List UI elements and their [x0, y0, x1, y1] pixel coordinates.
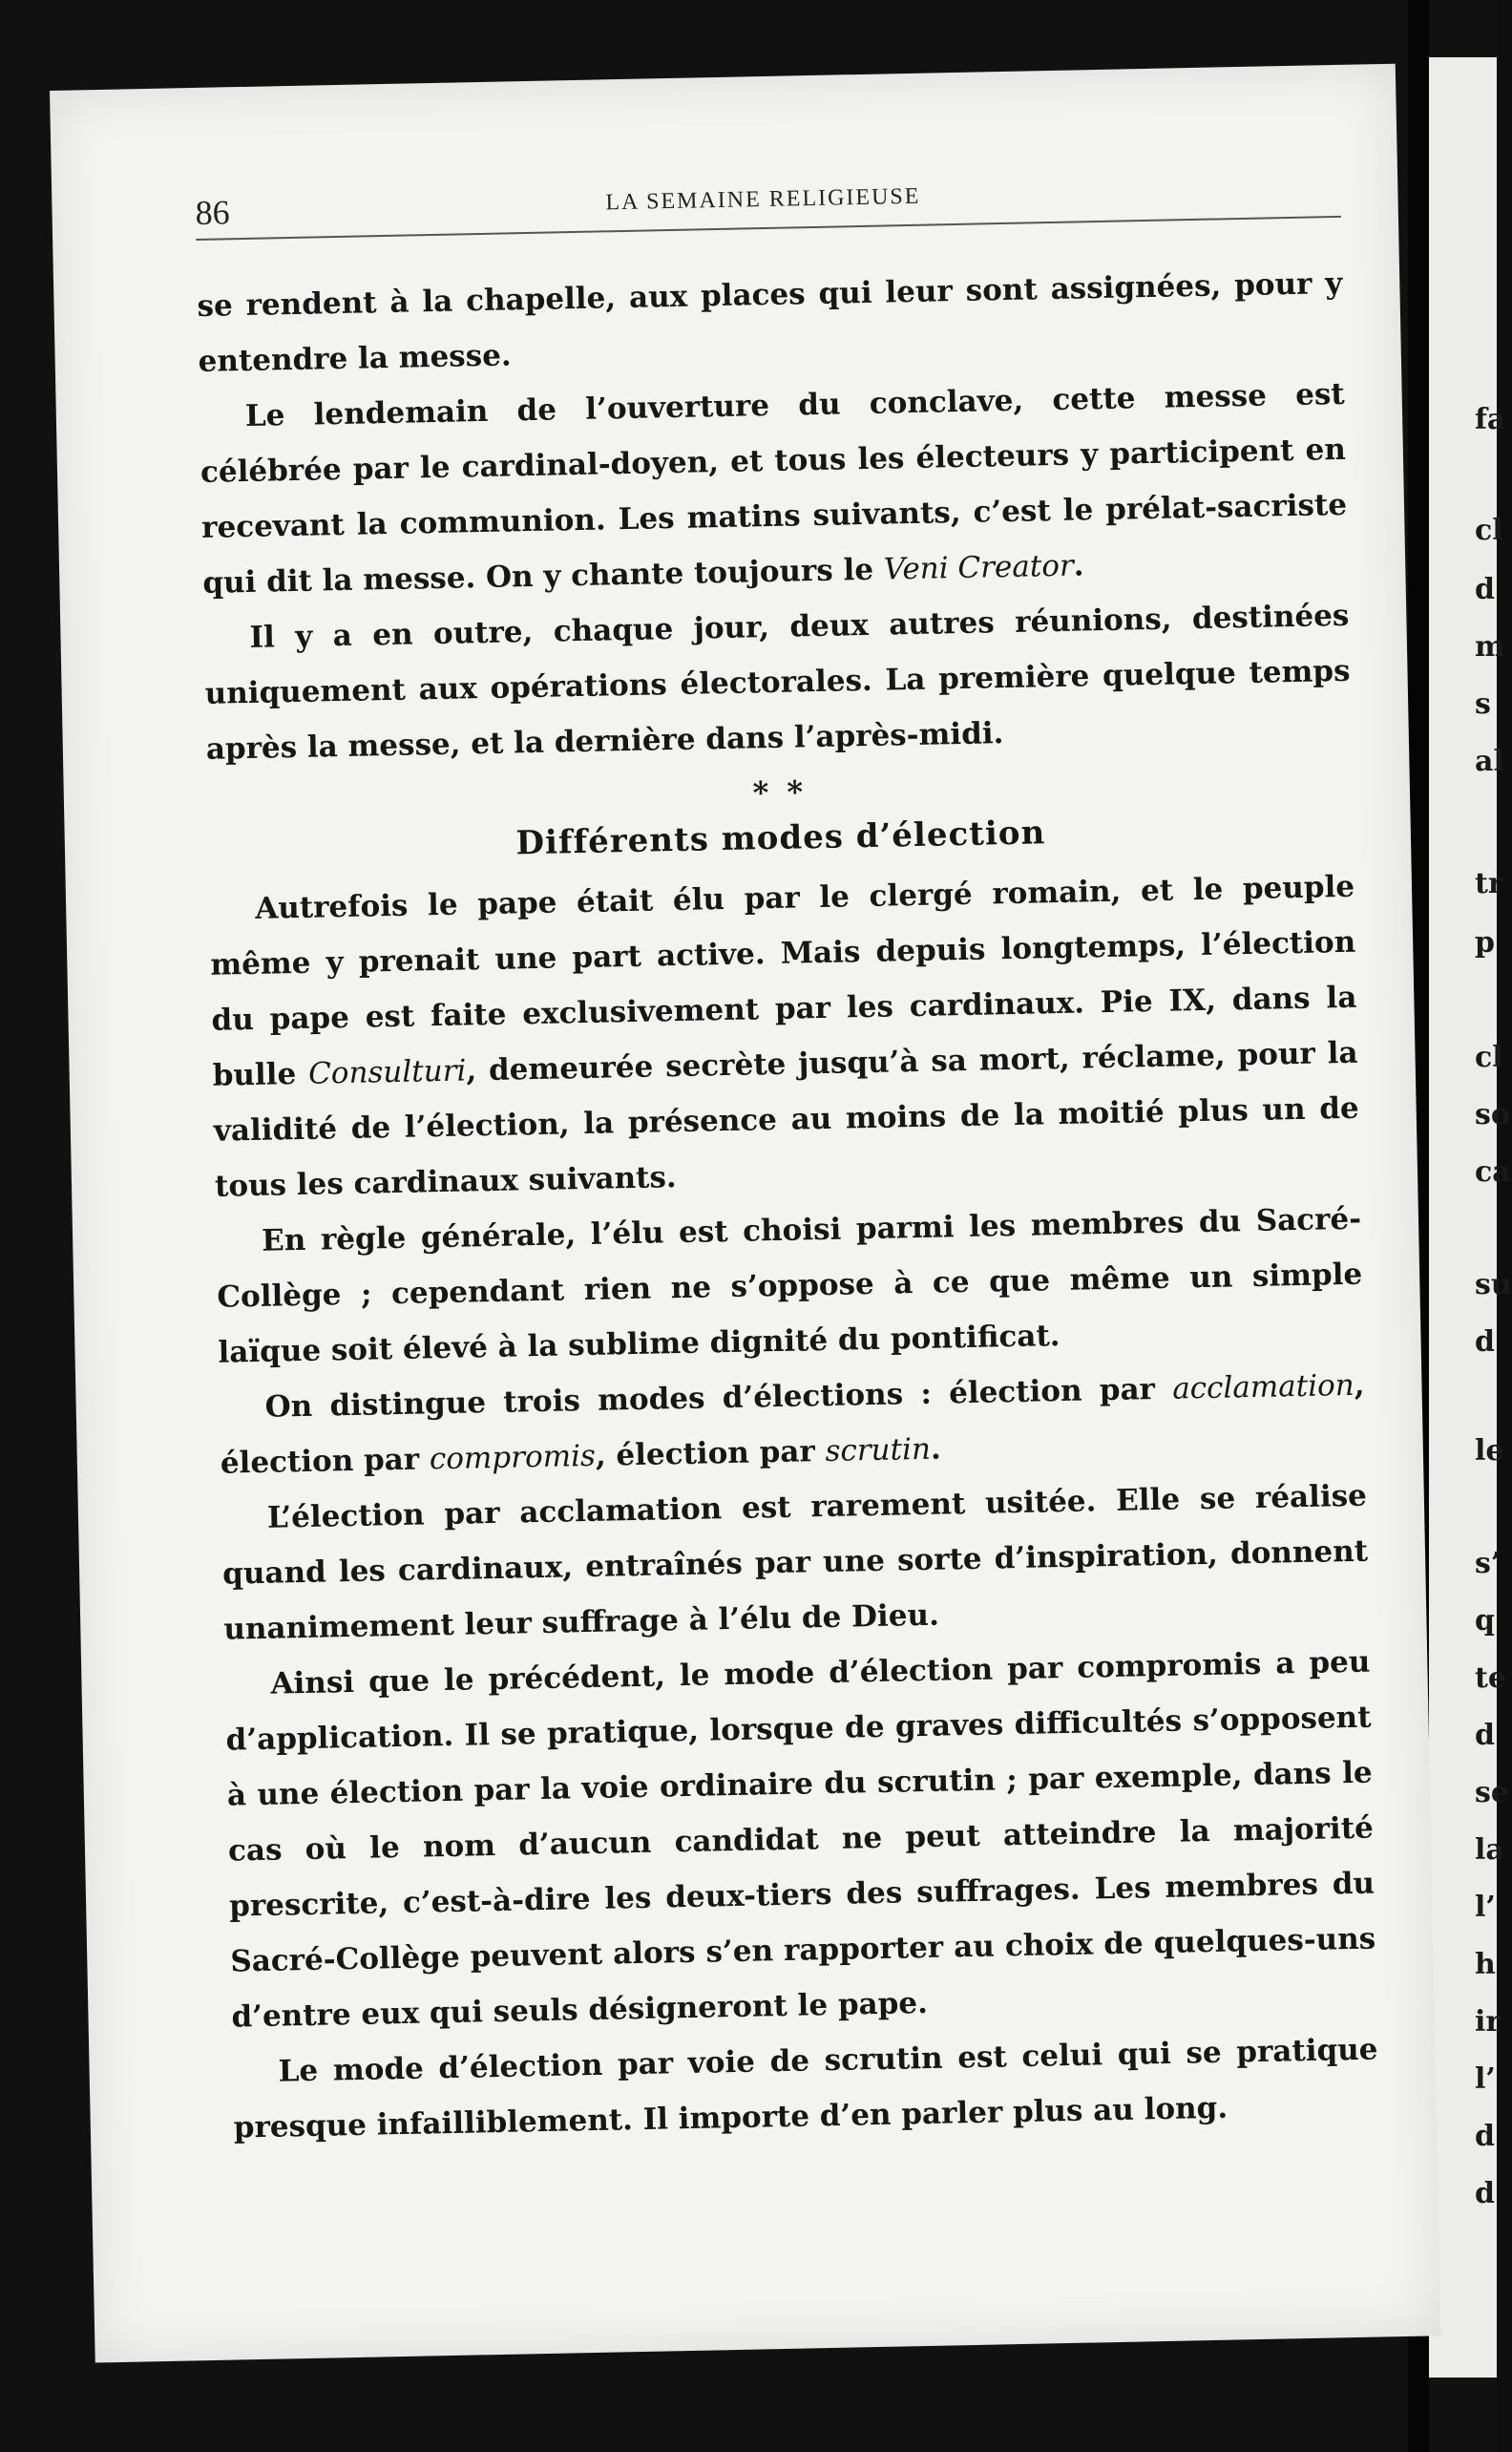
page-body	[197, 256, 1379, 2156]
paragraph: Ainsi que le précédent, le mode d’élection par compromis a peu d’application. Il se pratique, lorsque de graves difficultés s’opposent à une élection par la voie ordinaire du scrutin ; par exemple, dans le cas où le nom d’aucun candidat ne peut atteindre la majorité prescrite, c’est-à-dire les deux-tiers des suffrages. Les membres du Sacré-Collège peuvent alors s’en rapporter au choix de quelques-uns d’entre eux qui seuls désigneront le pape.	[225, 1644, 1376, 2035]
facing-page-fragment: ir	[1475, 2005, 1502, 2039]
paragraph: Le lendemain de l’ouverture du conclave, cette messe est célébrée par le cardinal-doyen, et tous les électeurs y participent en recevant la communion. Les matins suivants, c’est le prélat-sacriste qui dit la messe. On y chante toujours le Veni Creator.	[200, 376, 1348, 601]
facing-page-fragment: fa	[1475, 403, 1506, 436]
facing-page-fragment: cl	[1475, 514, 1503, 547]
facing-page-fragment: l’	[1475, 1891, 1496, 1924]
facing-page-fragment: te	[1475, 1661, 1506, 1695]
paragraph: On distingue trois modes d’élections : élection par acclamation, élection par compromis, élection par scrutin.	[220, 1367, 1365, 1481]
facing-page-fragment: ca	[1475, 1155, 1511, 1189]
book-page	[50, 64, 1440, 2363]
paragraph: L’élection par acclamation est rarement usitée. Elle se réalise quand les cardinaux, entraînés par une sorte d’inspiration, donnent unanimement leur suffrage à l’élu de Dieu.	[221, 1478, 1369, 1647]
paragraph: Il y a en outre, chaque jour, deux autres réunions, destinées uniquement aux opérations électorales. La première quelque temps après la messe, et la dernière dans l’après-midi.	[204, 598, 1351, 767]
facing-page-fragment: so	[1475, 1098, 1510, 1131]
facing-page-fragment: m	[1475, 630, 1505, 664]
facing-page-fragment: d	[1475, 2177, 1495, 2210]
facing-page-fragment: d	[1475, 573, 1495, 606]
facing-page-fragment: d	[1475, 1325, 1495, 1359]
facing-page-fragment: h	[1475, 1948, 1496, 1981]
running-head	[195, 170, 1341, 241]
facing-page-fragment: d	[1475, 2120, 1495, 2153]
facing-page-fragment: s	[1475, 687, 1491, 721]
facing-page-fragment: p	[1475, 926, 1495, 960]
facing-page-edge	[1429, 57, 1512, 2378]
paragraph: Le mode d’élection par voie de scrutin est celui qui se pratique presque infailliblement. Il importe d’en parler plus au long.	[233, 2032, 1378, 2146]
paragraph: Autrefois le pape était élu par le clergé romain, et le peuple même y prenait une part active. Mais depuis longtemps, l’élection du pape est faite exclusivement par les cardinaux. Pie IX, dans la bulle Consulturi, demeurée secrète jusqu’à sa mort, réclame, pour la validité de l’élection, la présence au moins de la moitié plus un de tous les cardinaux suivants.	[210, 869, 1360, 1204]
facing-page-fragment: la	[1475, 1833, 1504, 1867]
paragraph: En règle générale, l’élu est choisi parmi les membres du Sacré-Collège ; cependant rien ne s’oppose à ce que même un simple laïque soit élevé à la sublime dignité du pontificat.	[217, 1201, 1363, 1370]
facing-page-fragment: al	[1475, 745, 1504, 778]
running-title: LA SEMAINE RELIGIEUSE	[605, 183, 921, 216]
paragraph: se rendent à la chapelle, aux places qui leur sont assignées, pour y entendre la messe.	[197, 265, 1343, 379]
page-number: 86	[195, 193, 230, 232]
section-heading: Différents modes d’élection	[515, 814, 1046, 863]
facing-page-fragment: l’	[1475, 2062, 1496, 2096]
facing-page-fragment: tr	[1475, 867, 1503, 900]
facing-page-fragment: le	[1475, 1434, 1504, 1468]
facing-page-fragment: s’	[1475, 1547, 1502, 1580]
facing-page-fragment: cl	[1475, 1041, 1503, 1074]
facing-page-fragment: q	[1475, 1604, 1495, 1638]
section-asterism: * *	[752, 773, 808, 812]
facing-page-fragment: se	[1475, 1776, 1509, 1809]
header-rule	[196, 216, 1341, 241]
facing-page-fragment: su	[1475, 1268, 1512, 1301]
facing-page-fragment: d	[1475, 1719, 1495, 1752]
